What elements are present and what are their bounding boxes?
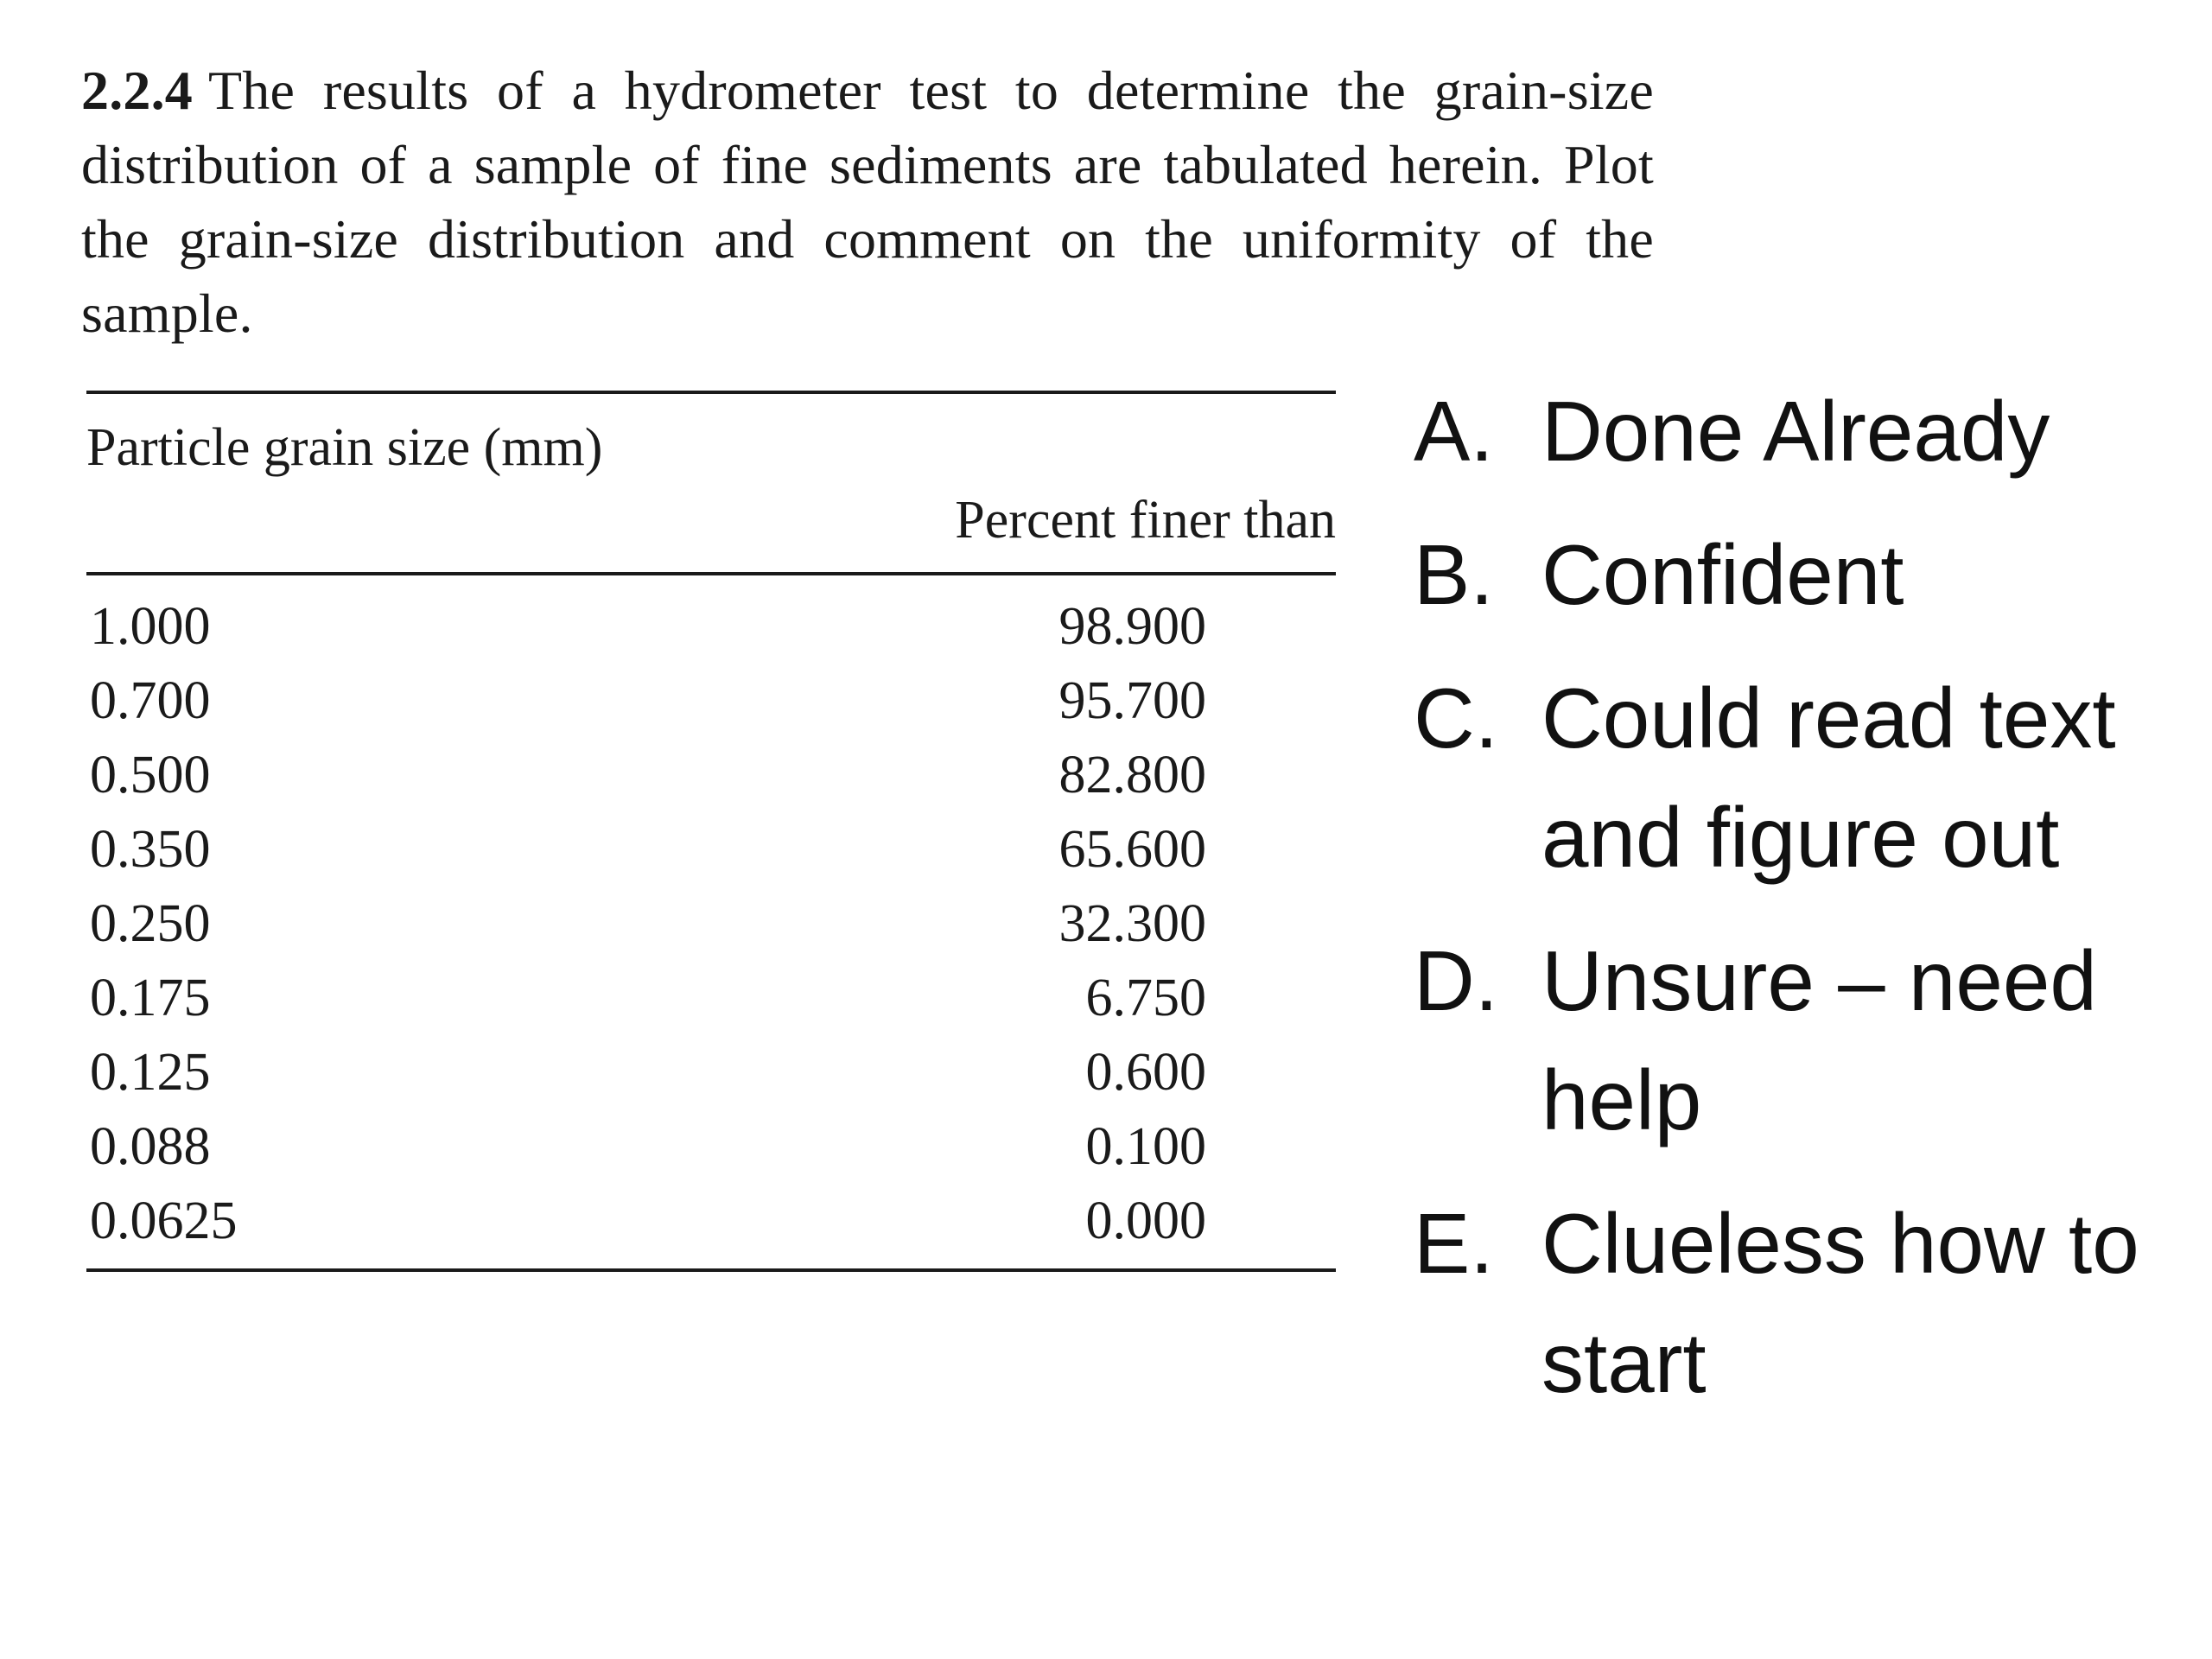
table-body (86, 589, 1336, 1258)
option-letter: E. (1414, 1196, 1494, 1291)
percent-finer-cell: 32.300 (1058, 894, 1206, 953)
option-d[interactable] (1414, 921, 2191, 1160)
grain-size-cell: 1.000 (90, 597, 211, 656)
table-row (86, 887, 1336, 961)
option-text: Confident (1541, 527, 1904, 622)
grain-size-cell: 0.088 (90, 1117, 211, 1176)
grain-size-cell: 0.350 (90, 820, 211, 879)
percent-finer-cell: 65.600 (1058, 820, 1206, 879)
header-grain-size: Particle grain size (mm) (86, 418, 603, 477)
grain-size-cell: 0.175 (90, 969, 211, 1027)
option-letter: B. (1414, 527, 1494, 622)
percent-finer-cell: 6.750 (1085, 969, 1206, 1027)
grain-size-cell: 0.250 (90, 894, 211, 953)
option-e[interactable] (1414, 1184, 2191, 1422)
table-row (86, 1109, 1336, 1184)
percent-finer-cell: 95.700 (1058, 671, 1206, 730)
percent-finer-cell: 98.900 (1058, 597, 1206, 656)
option-letter: C. (1414, 671, 1498, 766)
grain-size-cell: 0.700 (90, 671, 211, 730)
table-row (86, 1184, 1336, 1258)
option-c[interactable] (1414, 658, 2191, 897)
table-row (86, 589, 1336, 664)
option-letter: D. (1414, 933, 1498, 1028)
table-row (86, 738, 1336, 812)
option-b[interactable] (1414, 515, 2191, 634)
option-text: Done Already (1541, 384, 2050, 479)
problem-number: 2.2.4 (81, 60, 193, 121)
percent-finer-cell: 0.000 (1085, 1192, 1206, 1250)
table-row (86, 961, 1336, 1035)
option-text: Unsure – need help (1541, 933, 2097, 1147)
table-row (86, 812, 1336, 887)
problem-statement (81, 54, 1654, 351)
option-text: Could read text and figure out (1541, 671, 2116, 885)
grain-size-cell: 0.0625 (90, 1192, 238, 1250)
problem-text: The results of a hydrometer test to determine the grain-size distribution of a sample of fine sediments are tabulated herein. Plot the grain-size distribution and comment on the uniformity of the sample. (81, 60, 1654, 344)
table-row (86, 664, 1336, 738)
table-row (86, 1035, 1336, 1109)
percent-finer-cell: 0.600 (1085, 1043, 1206, 1102)
grain-size-cell: 0.500 (90, 746, 211, 804)
header-percent-finer: Percent finer than (955, 491, 1336, 550)
table-bottom-rule (86, 1268, 1336, 1272)
grain-size-cell: 0.125 (90, 1043, 211, 1102)
option-a[interactable] (1414, 372, 2191, 491)
percent-finer-cell: 0.100 (1085, 1117, 1206, 1176)
option-text: Clueless how to start (1541, 1196, 2139, 1410)
table-top-rule (86, 391, 1336, 394)
table-header-rule (86, 572, 1336, 575)
percent-finer-cell: 82.800 (1058, 746, 1206, 804)
answer-options (1414, 372, 2191, 1446)
option-letter: A. (1414, 384, 1494, 479)
